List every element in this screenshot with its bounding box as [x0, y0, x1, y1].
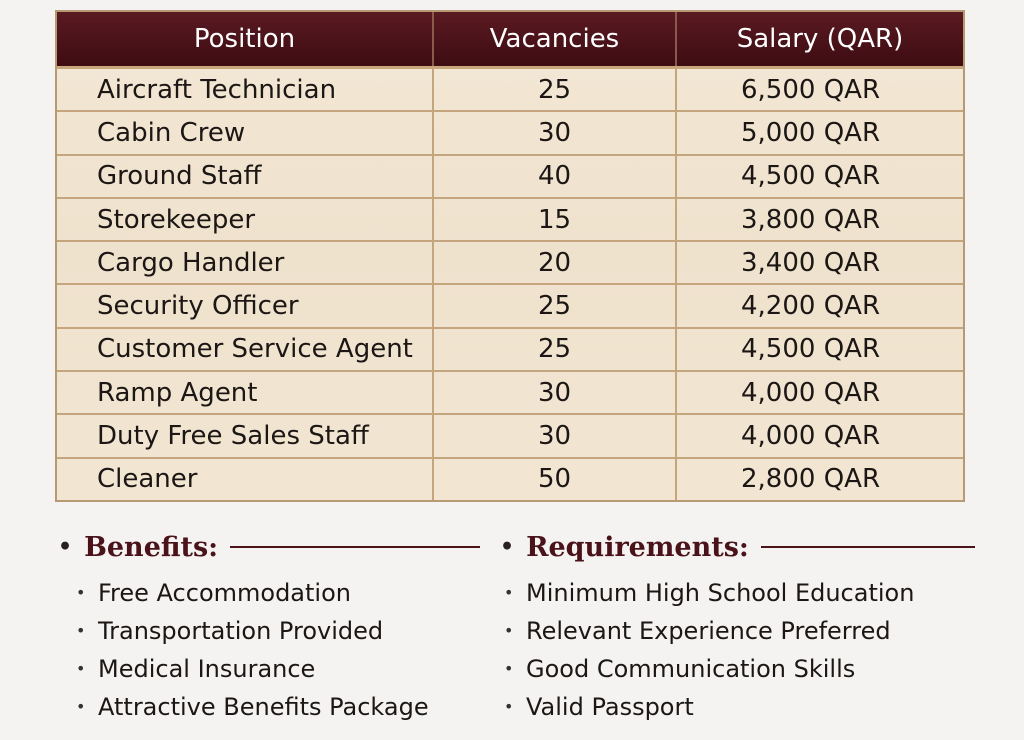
- table-row: [57, 155, 963, 198]
- requirements-list: [504, 574, 914, 726]
- list-item: [76, 612, 429, 650]
- list-item: [504, 574, 914, 612]
- table-row: [57, 414, 963, 457]
- salary-cell: 4,500 QAR: [676, 328, 963, 371]
- bullet-icon: •: [504, 697, 514, 716]
- bullet-icon: •: [504, 659, 514, 678]
- bullet-icon: •: [58, 534, 73, 560]
- vacancies-cell: 15: [433, 198, 676, 241]
- bullet-icon: •: [500, 534, 515, 560]
- vacancies-cell: 40: [433, 155, 676, 198]
- column-header-position: Position: [57, 12, 433, 68]
- vacancies-cell: 30: [433, 371, 676, 414]
- bullet-icon: •: [76, 621, 86, 640]
- vacancies-cell: 30: [433, 111, 676, 154]
- salary-cell: 4,500 QAR: [676, 155, 963, 198]
- salary-cell: 3,800 QAR: [676, 198, 963, 241]
- vacancies-cell: 25: [433, 328, 676, 371]
- salary-cell: 2,800 QAR: [741, 464, 881, 495]
- table-row: [57, 458, 963, 500]
- list-item: [504, 612, 914, 650]
- position-cell: Storekeeper: [57, 198, 433, 241]
- table-row: [57, 68, 963, 112]
- requirements-heading: [500, 529, 975, 565]
- table-row: [57, 111, 963, 154]
- salary-cell: 4,000 QAR: [676, 414, 963, 457]
- column-header-vacancies: Vacancies: [433, 12, 676, 68]
- vacancies-cell: 25: [433, 284, 676, 327]
- benefit-text: Medical Insurance: [98, 655, 316, 683]
- table-row: [57, 198, 963, 241]
- list-item: [76, 650, 429, 688]
- list-item: [76, 574, 429, 612]
- vacancies-cell: 20: [433, 241, 676, 284]
- bullet-icon: •: [76, 659, 86, 678]
- list-item: [504, 650, 914, 688]
- vacancies-cell: 30: [433, 414, 676, 457]
- position-cell: Cleaner: [57, 458, 433, 500]
- vacancies-table-frame: [55, 10, 965, 502]
- vacancies-cell: 25: [433, 68, 676, 112]
- heading-divider: [230, 546, 480, 548]
- table-row: [57, 328, 963, 371]
- benefits-list: [76, 574, 429, 726]
- salary-cell: 6,500 QAR: [676, 68, 963, 112]
- bullet-icon: •: [76, 583, 86, 602]
- salary-cell: 4,000 QAR: [676, 371, 963, 414]
- position-cell: Customer Service Agent: [57, 328, 433, 371]
- benefit-text: Attractive Benefits Package: [98, 693, 429, 721]
- table-row: [57, 371, 963, 414]
- bullet-icon: •: [76, 697, 86, 716]
- salary-cell: 3,400 QAR: [676, 241, 963, 284]
- position-cell: Cargo Handler: [57, 241, 433, 284]
- requirement-text: Good Communication Skills: [526, 655, 856, 683]
- requirement-text: Valid Passport: [526, 693, 694, 721]
- list-item: [76, 688, 429, 726]
- position-cell: Ground Staff: [57, 155, 433, 198]
- bullet-icon: •: [504, 621, 514, 640]
- salary-cell: 4,200 QAR: [676, 284, 963, 327]
- table-row: [57, 284, 963, 327]
- vacancies-cell: 50: [433, 458, 676, 500]
- requirement-text: Minimum High School Education: [526, 579, 915, 607]
- salary-cell: 5,000 QAR: [676, 111, 963, 154]
- benefit-text: Transportation Provided: [98, 617, 384, 645]
- benefits-title: Benefits:: [84, 531, 219, 563]
- position-cell: Ramp Agent: [57, 371, 433, 414]
- position-cell: Security Officer: [57, 284, 433, 327]
- bullet-icon: •: [504, 583, 514, 602]
- benefits-heading: [58, 529, 480, 565]
- position-cell: Aircraft Technician: [57, 68, 433, 112]
- table-row: [57, 241, 963, 284]
- list-item: [504, 688, 914, 726]
- vacancies-table: [57, 12, 963, 500]
- requirement-text: Relevant Experience Preferred: [526, 617, 891, 645]
- position-cell: Cabin Crew: [57, 111, 433, 154]
- table-header-row: [57, 12, 963, 68]
- heading-divider: [761, 546, 975, 548]
- requirements-title: Requirements:: [526, 531, 749, 563]
- position-cell: Duty Free Sales Staff: [57, 414, 433, 457]
- column-header-salary: Salary (QAR): [676, 12, 963, 68]
- benefit-text: Free Accommodation: [98, 579, 351, 607]
